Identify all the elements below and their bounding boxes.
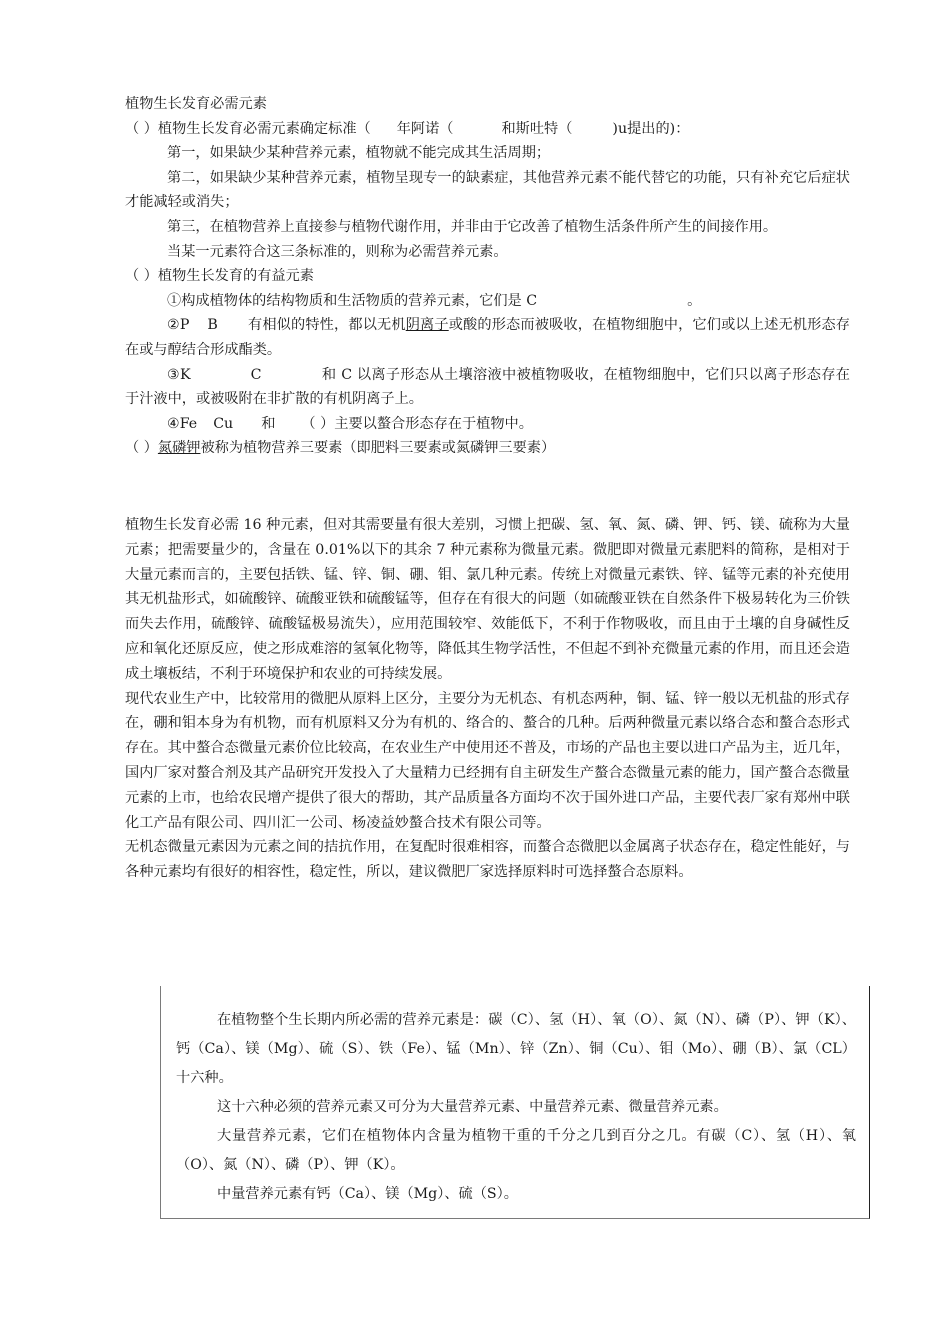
beneficial-item-4-fe: ④Fe: [167, 415, 198, 432]
heading-criteria-part2: 年阿诺（: [396, 120, 454, 137]
micronutrient-paragraph-3: 无机态微量元素因为元素之间的拮抗作用，在复配时很难相容，而螯合态微肥以金属离子状态存在，稳定性能好，与各种元素均有很好的相容性，稳定性，所以，建议微肥厂家选择原料时可选择螯合态原料。: [125, 839, 850, 881]
beneficial-item-2-underlined: 阴离子: [405, 317, 449, 334]
nutrient-summary-content: [176, 1006, 856, 1209]
beneficial-item-2-p: ②P: [167, 317, 190, 334]
section-micronutrients: [125, 513, 850, 885]
beneficial-item-1: [125, 289, 850, 314]
micronutrient-paragraph-2: 现代农业生产中，比较常用的微肥从原料上区分，主要分为无机态、有机态两种，铜、锰、锌一般以无机盐的形式存在，硼和钼本身为有机物，而有机原料又分为有机的、络合的、螯合的几种。后两种微量元素以络合态和螯合态形式存在。其中螯合态微量元素价位比较高，在农业生产中使用还不普及，市场的产品也主要以进口产品为主，近几年，国内厂家对螯合剂及其产品研究开发投入了大量精力已经拥有自主研发生产螯合态微量元素的能力，国产螯合态微量元素的上市，也给农民增产提供了很大的帮助，其产品质量各方面均不次于国外进口产品，主要代表厂家有郑州中联化工产品有限公司、四川汇一公司、杨凌益妙螯合技术有限公司等。: [125, 690, 850, 831]
summary-paragraph-1: 在植物整个生长期内所必需的营养元素是：碳（C）、氢（H）、氧（O）、氮（N）、磷（P）、钾（K）、钙（Ca）、镁（Mg）、硫（S）、铁（Fe）、锰（Mn）、锌（Zn）、铜（Cu）、钼（Mo）、硼（B）、氯（CL）十六种。: [176, 1012, 856, 1086]
heading-npk: [125, 436, 850, 461]
beneficial-item-2-text: 有相似的特性，都以无机: [247, 317, 406, 334]
nutrient-summary-box: [160, 986, 870, 1219]
criterion-3: 第三，在植物营养上直接参与植物代谢作用，并非由于它改善了植物生活条件所产生的间接作用。: [167, 218, 778, 235]
beneficial-item-1-end: 。: [687, 292, 702, 309]
heading-criteria-part1: （ ）植物生长发育必需元素确定标准（: [125, 120, 371, 137]
criterion-1: 第一，如果缺少某种营养元素，植物就不能完成其生活周期；: [167, 145, 551, 162]
beneficial-item-2-rest: 或酸的形态而被吸收，在植物细胞中，它们或以上述无机形态存在或与醇结合形成酯类。: [125, 317, 850, 358]
beneficial-item-3: [125, 363, 850, 412]
section-essential-elements: [125, 92, 850, 461]
section-title: 植物生长发育必需元素: [125, 96, 267, 112]
heading-criteria: [125, 117, 850, 142]
beneficial-item-4-cu: Cu: [213, 415, 234, 432]
beneficial-item-2-b: B: [207, 317, 218, 334]
beneficial-item-4-text: （ ）主要以螯合形态存在于植物中。: [301, 415, 533, 432]
summary-paragraph-3: 大量营养元素，它们在植物体内含量为植物干重的千分之几到百分之几。有碳（C）、氢（H）、氧（O）、氮（N）、磷（P）、钾（K）。: [176, 1128, 856, 1173]
summary-paragraph-2: 这十六种必须的营养元素又可分为大量营养元素、中量营养元素、微量营养元素。: [217, 1099, 728, 1115]
beneficial-item-4-and: 和: [261, 415, 276, 432]
beneficial-item-4: [125, 412, 850, 437]
heading-criteria-part3: 和斯吐特（: [501, 120, 573, 137]
beneficial-item-3-k: ③K: [167, 366, 191, 383]
heading-npk-underlined: 氮磷钾: [157, 440, 201, 457]
criterion-2: 第二，如果缺少某种营养元素，植物呈现专一的缺素症，其他营养元素不能代替它的功能，只有补充它后症状才能减轻或消失；: [125, 169, 850, 211]
beneficial-item-3-text: 和 C 以离子形态从土壤溶液中被植物吸收，在植物细胞中，它们只以离子形态存在于汁液中，或被吸附在非扩散的有机阴离子上。: [125, 366, 850, 408]
beneficial-item-3-c: C: [250, 366, 262, 383]
beneficial-item-2: [125, 313, 850, 362]
summary-paragraph-4: 中量营养元素有钙（Ca）、镁（Mg）、硫（S）。: [217, 1186, 518, 1202]
heading-beneficial-elements: （ ）植物生长发育的有益元素: [125, 268, 314, 285]
heading-npk-text: 被称为植物营养三要素（即肥料三要素或氮磷钾三要素）: [200, 440, 556, 457]
criterion-conclusion: 当某一元素符合这三条标准的，则称为必需营养元素。: [167, 243, 508, 260]
heading-criteria-part4: )u提出的)：: [612, 120, 690, 137]
beneficial-item-1-text: ①构成植物体的结构物质和生活物质的营养元素，它们是 C: [167, 292, 538, 309]
micronutrient-paragraph-1: 植物生长发育必需 16 种元素，但对其需要量有很大差别，习惯上把碳、氢、氧、氮、磷、钾、钙、镁、硫称为大量元素；把需要量少的，含量在 0.01%以下的其余 7 种元素称为微量元素。微肥即对微量元素肥料的简称，是相对于大量元素而言的，主要包括铁、锰、锌、铜、硼、钼、氯几种元素。传统上对微量元素铁、锌、锰等元素的补充使用其无机盐形式，如硫酸锌、硫酸亚铁和硫酸锰等，但存在有很大的问题（如硫酸亚铁在自然条件下极易转化为三价铁而失去作用，硫酸锌、硫酸锰极易流失），应用范围较窄、效能低下，不利于作物吸收，而且由于土壤的自身碱性反应和氧化还原反应，使之形成难溶的氢氧化物等，降低其生物学活性，不但起不到补充微量元素的作用，而且还会造成土壤板结，不利于环境保护和农业的可持续发展。: [125, 517, 850, 682]
heading-npk-prefix: （ ）: [125, 440, 158, 457]
